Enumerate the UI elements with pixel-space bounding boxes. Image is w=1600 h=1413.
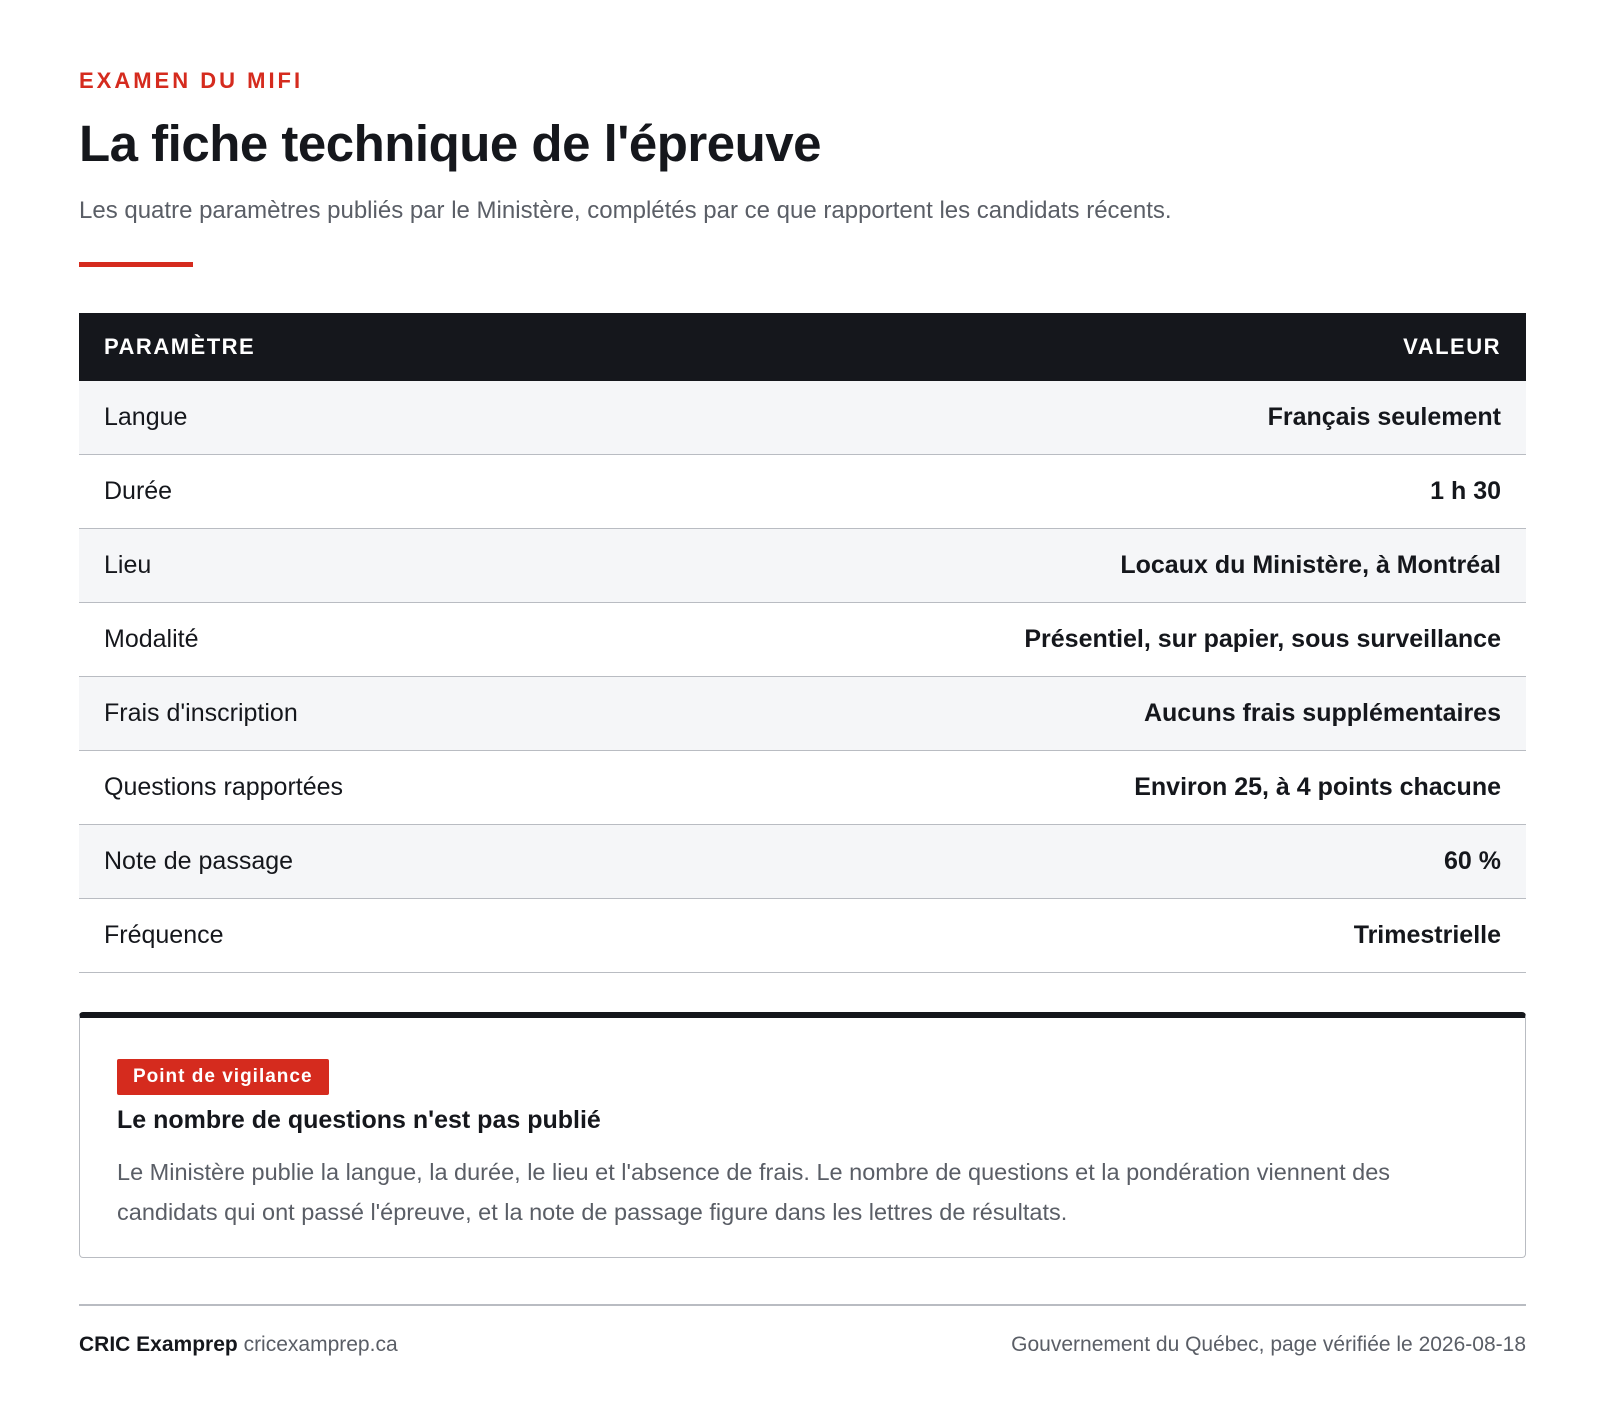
table-row bbox=[79, 751, 1526, 825]
footer-brand bbox=[79, 1333, 398, 1357]
row-value: Locaux du Ministère, à Montréal bbox=[1120, 551, 1501, 579]
spec-table bbox=[79, 313, 1526, 973]
brand-name: CRIC Examprep bbox=[79, 1333, 238, 1356]
page-title: La fiche technique de l'épreuve bbox=[79, 115, 822, 172]
row-value: 1 h 30 bbox=[1430, 477, 1501, 505]
row-param: Fréquence bbox=[104, 921, 224, 949]
row-param: Langue bbox=[104, 403, 188, 431]
table-row bbox=[79, 381, 1526, 455]
row-param: Modalité bbox=[104, 625, 199, 653]
table-row bbox=[79, 603, 1526, 677]
row-value: Français seulement bbox=[1267, 403, 1501, 431]
vigilance-badge: Point de vigilance bbox=[117, 1059, 329, 1095]
row-param: Frais d'inscription bbox=[104, 699, 298, 727]
vigilance-callout bbox=[79, 1012, 1526, 1258]
footer-source: Gouvernement du Québec, page vérifiée le 2026-08-18 bbox=[1011, 1333, 1526, 1356]
table-header bbox=[79, 313, 1526, 381]
column-header-param: PARAMÈTRE bbox=[104, 334, 256, 359]
row-value: Trimestrielle bbox=[1353, 921, 1501, 949]
eyebrow-label: EXAMEN DU MIFI bbox=[79, 68, 304, 93]
callout-body: Le Ministère publie la langue, la durée, le lieu et l'absence de frais. Le nombre de questions et la pondération viennent des candidats qui ont passé l'épreuve, et la note de passage figure dans les lettres de résultats. bbox=[117, 1159, 1391, 1225]
callout-title: Le nombre de questions n'est pas publié bbox=[117, 1106, 601, 1134]
table-row bbox=[79, 825, 1526, 899]
row-param: Questions rapportées bbox=[104, 773, 344, 801]
footer-divider bbox=[79, 1304, 1526, 1306]
row-value: Présentiel, sur papier, sous surveillance bbox=[1024, 625, 1501, 653]
table-row bbox=[79, 677, 1526, 751]
row-value: Aucuns frais supplémentaires bbox=[1143, 699, 1501, 727]
page-subtitle: Les quatre paramètres publiés par le Ministère, complétés par ce que rapportent les candidats récents. bbox=[79, 197, 1172, 224]
row-value: 60 % bbox=[1444, 847, 1501, 875]
accent-rule bbox=[79, 262, 193, 267]
table-body bbox=[79, 381, 1526, 973]
row-param: Lieu bbox=[104, 551, 152, 579]
table-row bbox=[79, 899, 1526, 973]
table-row bbox=[79, 455, 1526, 529]
column-header-value: VALEUR bbox=[1403, 334, 1501, 359]
brand-site: cricexamprep.ca bbox=[243, 1333, 398, 1356]
table-row bbox=[79, 529, 1526, 603]
row-param: Durée bbox=[104, 477, 173, 505]
row-param: Note de passage bbox=[104, 847, 294, 875]
row-value: Environ 25, à 4 points chacune bbox=[1134, 773, 1501, 801]
